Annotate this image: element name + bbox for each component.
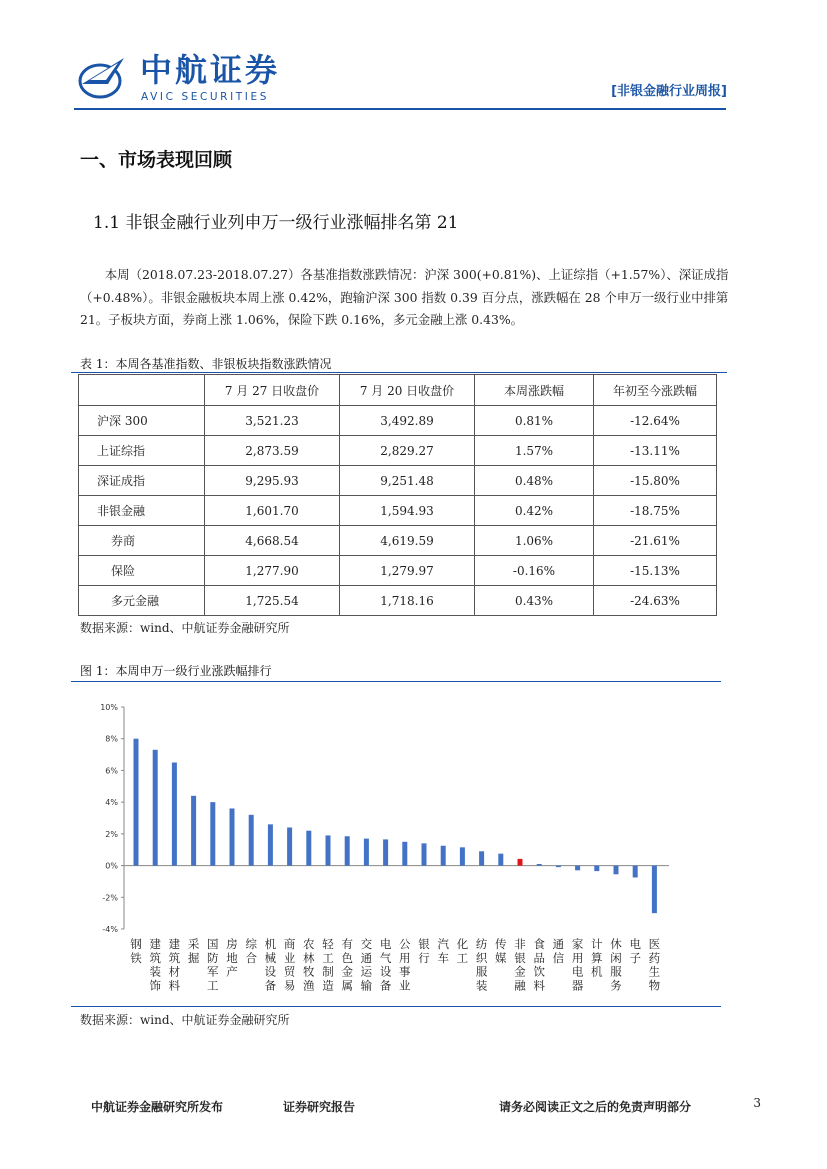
category-char: 事 — [399, 964, 411, 979]
row-name: 沪深 300 — [79, 406, 205, 436]
category-label — [303, 937, 315, 992]
category-label — [572, 937, 584, 992]
table-caption: 表 1：本周各基准指数、非银板块指数涨跌情况 — [80, 357, 332, 371]
category-char: 饮 — [533, 964, 545, 979]
category-char: 设 — [264, 964, 277, 979]
category-char: 产 — [226, 964, 238, 979]
y-tick-label: 10% — [100, 703, 118, 712]
figure-caption: 图 1：本周申万一级行业涨跌幅排行 — [80, 664, 272, 678]
y-tick-label: 6% — [105, 766, 118, 776]
row-name: 多元金融 — [79, 586, 205, 616]
category-char: 非 — [514, 937, 526, 951]
category-char: 工 — [207, 978, 219, 993]
category-char: 闲 — [610, 950, 622, 965]
category-char: 机 — [591, 964, 603, 979]
footer-report-type: 证券研究报告 — [283, 1100, 356, 1114]
category-char: 行 — [418, 950, 430, 965]
category-char: 品 — [533, 950, 545, 965]
category-char: 车 — [437, 950, 449, 965]
category-char: 输 — [360, 978, 373, 993]
category-char: 地 — [226, 950, 238, 965]
category-char: 服 — [475, 964, 488, 979]
bar-20 — [518, 859, 523, 866]
close-0727: 2,873.59 — [205, 436, 340, 466]
bar-27 — [652, 866, 657, 914]
bar-14 — [402, 842, 407, 866]
section-heading: 一、市场表现回顾 — [80, 149, 233, 171]
category-char: 织 — [475, 950, 488, 965]
category-char: 算 — [591, 950, 603, 965]
bar-5 — [230, 808, 235, 865]
category-char: 掘 — [187, 950, 200, 965]
summary-text: 本周（2018.07.23-2018.07.27）各基准指数涨跌情况：沪深 300(+0.81%)、上证综指（+1.57%）、深证成指（+0.48%）。非银金融板块本周上涨 0.42%，跑输沪深 300 指数 0.39 百分点，涨跌幅在 28 个申万一级行业中排第 21。子板块方面，券商上涨 1.06%，保险下跌 0.16%，多元金融上涨 0.43%。 — [80, 267, 729, 327]
category-char: 轻 — [322, 937, 334, 951]
weekly-change: 0.48% — [475, 466, 594, 496]
category-label — [476, 937, 488, 992]
category-label — [207, 937, 219, 992]
close-0720: 4,619.59 — [340, 526, 475, 556]
category-char: 运 — [360, 964, 373, 979]
bar-25 — [614, 866, 619, 875]
category-char: 信 — [552, 950, 565, 965]
bar-8 — [287, 828, 292, 866]
category-char: 纺 — [475, 937, 488, 951]
category-char: 通 — [360, 950, 373, 965]
category-char: 电 — [571, 964, 584, 979]
table-row — [79, 526, 717, 556]
index-performance-table — [78, 374, 717, 616]
category-label — [188, 937, 200, 965]
bar-11 — [345, 836, 350, 865]
close-0720: 1,594.93 — [340, 496, 475, 526]
weekly-change: -0.16% — [475, 556, 594, 586]
category-char: 服 — [610, 964, 622, 979]
table-top-rule — [71, 372, 727, 373]
category-char: 物 — [648, 978, 661, 993]
category-char: 饰 — [149, 978, 161, 993]
bar-23 — [575, 866, 580, 871]
ytd-change: -12.64% — [594, 406, 717, 436]
bar-17 — [460, 847, 465, 865]
category-char: 合 — [245, 950, 257, 965]
weekly-change: 0.43% — [475, 586, 594, 616]
category-label — [265, 937, 277, 992]
category-char: 属 — [341, 978, 353, 993]
category-char: 汽 — [437, 937, 449, 951]
category-char: 休 — [610, 937, 622, 951]
bar-10 — [326, 835, 331, 865]
category-char: 金 — [341, 964, 353, 979]
row-name: 券商 — [79, 526, 205, 556]
bar-18 — [479, 851, 484, 865]
category-char: 建 — [168, 937, 181, 951]
category-char: 装 — [475, 978, 488, 993]
table-source-note: 数据来源：wind、中航证券金融研究所 — [80, 621, 290, 635]
y-tick-label: 8% — [105, 734, 118, 744]
bar-24 — [594, 866, 599, 872]
category-char: 银 — [418, 937, 430, 951]
figure-top-rule — [71, 681, 721, 682]
bar-0 — [134, 739, 139, 866]
table-header-cell: 7 月 27 日收盘价 — [205, 375, 340, 406]
category-char: 务 — [610, 978, 622, 993]
category-char: 金 — [514, 964, 526, 979]
close-0720: 3,492.89 — [340, 406, 475, 436]
category-char: 色 — [341, 950, 353, 965]
category-label — [169, 937, 181, 992]
table-row — [79, 496, 717, 526]
category-char: 制 — [322, 964, 334, 979]
row-name: 上证综指 — [79, 436, 205, 466]
category-char: 采 — [187, 937, 200, 951]
footer-disclaimer: 请务必阅读正文之后的免责声明部分 — [499, 1100, 692, 1114]
y-tick-label: 0% — [105, 861, 118, 871]
category-label — [418, 937, 430, 965]
ytd-change: -15.80% — [594, 466, 717, 496]
bar-13 — [383, 839, 388, 865]
close-0720: 9,251.48 — [340, 466, 475, 496]
y-tick-label: -2% — [102, 893, 118, 903]
y-tick-label: 2% — [105, 829, 118, 839]
category-char: 铁 — [130, 950, 142, 965]
category-char: 工 — [322, 950, 334, 965]
footer-publisher: 中航证券金融研究所发布 — [91, 1100, 224, 1114]
category-char: 备 — [264, 978, 277, 993]
category-label — [514, 937, 526, 992]
table-header-cell — [79, 375, 205, 406]
category-char: 钢 — [130, 937, 142, 951]
bar-26 — [633, 866, 638, 878]
category-char: 料 — [168, 978, 181, 993]
category-char: 银 — [514, 950, 526, 965]
category-char: 综 — [245, 937, 257, 951]
bar-22 — [556, 866, 561, 868]
category-char: 贸 — [283, 964, 296, 979]
category-label — [591, 937, 603, 979]
company-logo-text: 中航证券 — [140, 51, 281, 89]
row-name: 保险 — [79, 556, 205, 586]
category-char: 媒 — [495, 950, 507, 965]
category-char: 化 — [456, 937, 469, 951]
close-0727: 4,668.54 — [205, 526, 340, 556]
category-char: 业 — [283, 950, 296, 965]
ytd-change: -18.75% — [594, 496, 717, 526]
category-char: 电 — [629, 937, 641, 951]
table-row — [79, 586, 717, 616]
page-number: 3 — [753, 1096, 761, 1110]
bar-15 — [422, 843, 427, 865]
category-char: 设 — [379, 964, 392, 979]
category-char: 械 — [264, 950, 277, 965]
subsection-heading: 1.1 非银金融行业列申万一级行业涨幅排名第 21 — [93, 213, 459, 233]
category-label — [226, 937, 238, 979]
weekly-change: 1.57% — [475, 436, 594, 466]
bar-2 — [172, 763, 177, 866]
category-char: 家 — [571, 937, 584, 951]
y-tick-label: 4% — [105, 798, 118, 808]
weekly-change: 1.06% — [475, 526, 594, 556]
category-label — [457, 937, 469, 965]
bar-21 — [537, 864, 542, 866]
category-char: 气 — [379, 950, 392, 965]
header-divider — [74, 108, 726, 110]
category-char: 筑 — [168, 950, 181, 965]
category-char: 农 — [303, 937, 315, 951]
summary-paragraph — [80, 264, 748, 332]
close-0727: 9,295.93 — [205, 466, 340, 496]
bar-19 — [498, 854, 503, 866]
category-char: 生 — [648, 964, 661, 979]
category-char: 建 — [149, 937, 161, 951]
category-char: 防 — [207, 950, 219, 965]
table-header-cell: 7 月 20 日收盘价 — [340, 375, 475, 406]
bar-6 — [249, 815, 254, 866]
ytd-change: -21.61% — [594, 526, 717, 556]
category-label — [322, 937, 334, 992]
industry-change-bar-chart — [71, 690, 721, 1002]
row-name: 深证成指 — [79, 466, 205, 496]
category-label — [380, 937, 392, 992]
category-char: 用 — [399, 950, 411, 965]
ytd-change: -24.63% — [594, 586, 717, 616]
category-label — [649, 937, 661, 992]
category-char: 用 — [571, 950, 584, 965]
figure-bottom-rule — [71, 1006, 721, 1007]
category-char: 商 — [283, 937, 296, 951]
weekly-change: 0.81% — [475, 406, 594, 436]
close-0720: 1,279.97 — [340, 556, 475, 586]
close-0727: 1,277.90 — [205, 556, 340, 586]
table-row — [79, 436, 717, 466]
bar-4 — [210, 802, 215, 865]
category-char: 公 — [399, 937, 411, 951]
category-label — [399, 937, 411, 992]
category-label — [553, 937, 565, 965]
category-char: 电 — [379, 937, 392, 951]
bar-7 — [268, 824, 273, 865]
figure-source-note: 数据来源：wind、中航证券金融研究所 — [80, 1013, 290, 1027]
bar-12 — [364, 839, 369, 866]
category-char: 渔 — [303, 978, 315, 993]
bar-16 — [441, 846, 446, 866]
category-char: 子 — [629, 950, 641, 965]
category-label — [361, 937, 373, 992]
table-header-row — [79, 375, 717, 406]
company-logo-en: AVIC SECURITIES — [141, 91, 269, 103]
category-char: 装 — [149, 964, 161, 979]
category-char: 医 — [648, 937, 661, 951]
weekly-change: 0.42% — [475, 496, 594, 526]
close-0727: 1,725.54 — [205, 586, 340, 616]
category-char: 房 — [226, 937, 238, 951]
category-label — [341, 937, 353, 992]
category-char: 造 — [322, 978, 334, 993]
category-char: 器 — [571, 978, 584, 993]
category-char: 传 — [495, 937, 507, 951]
category-char: 工 — [456, 950, 469, 965]
category-char: 融 — [514, 978, 526, 993]
table-header-cell: 本周涨跌幅 — [475, 375, 594, 406]
category-label — [533, 937, 545, 992]
category-label — [149, 937, 161, 992]
category-char: 军 — [207, 964, 219, 979]
bar-9 — [306, 831, 311, 866]
table-row — [79, 406, 717, 436]
category-label — [245, 937, 257, 965]
category-char: 业 — [399, 978, 411, 993]
category-char: 林 — [303, 950, 315, 965]
category-char: 机 — [264, 937, 277, 951]
category-char: 备 — [379, 978, 392, 993]
table-row — [79, 466, 717, 496]
category-char: 国 — [207, 937, 219, 951]
report-type-tag: [非银金融行业周报] — [611, 84, 727, 99]
avic-logo-icon — [78, 54, 128, 100]
bar-3 — [191, 796, 196, 866]
y-tick-label: -4% — [102, 925, 118, 934]
category-label — [629, 937, 641, 965]
category-char: 材 — [168, 964, 181, 979]
ytd-change: -13.11% — [594, 436, 717, 466]
ytd-change: -15.13% — [594, 556, 717, 586]
category-label — [284, 937, 296, 992]
category-label — [437, 937, 449, 965]
category-label — [495, 937, 507, 965]
close-0720: 2,829.27 — [340, 436, 475, 466]
category-char: 通 — [552, 937, 565, 951]
table-row — [79, 556, 717, 586]
row-name: 非银金融 — [79, 496, 205, 526]
category-label — [610, 937, 622, 992]
category-char: 交 — [360, 937, 373, 951]
category-char: 有 — [341, 937, 353, 951]
category-char: 易 — [283, 978, 296, 993]
category-char: 料 — [533, 978, 545, 993]
close-0727: 3,521.23 — [205, 406, 340, 436]
category-char: 食 — [533, 937, 545, 951]
table-header-cell: 年初至今涨跌幅 — [594, 375, 717, 406]
category-char: 药 — [648, 950, 661, 965]
bar-1 — [153, 750, 158, 866]
category-label — [130, 937, 142, 965]
category-char: 计 — [591, 937, 603, 951]
category-char: 牧 — [303, 964, 315, 979]
close-0727: 1,601.70 — [205, 496, 340, 526]
close-0720: 1,718.16 — [340, 586, 475, 616]
category-char: 筑 — [149, 950, 161, 965]
